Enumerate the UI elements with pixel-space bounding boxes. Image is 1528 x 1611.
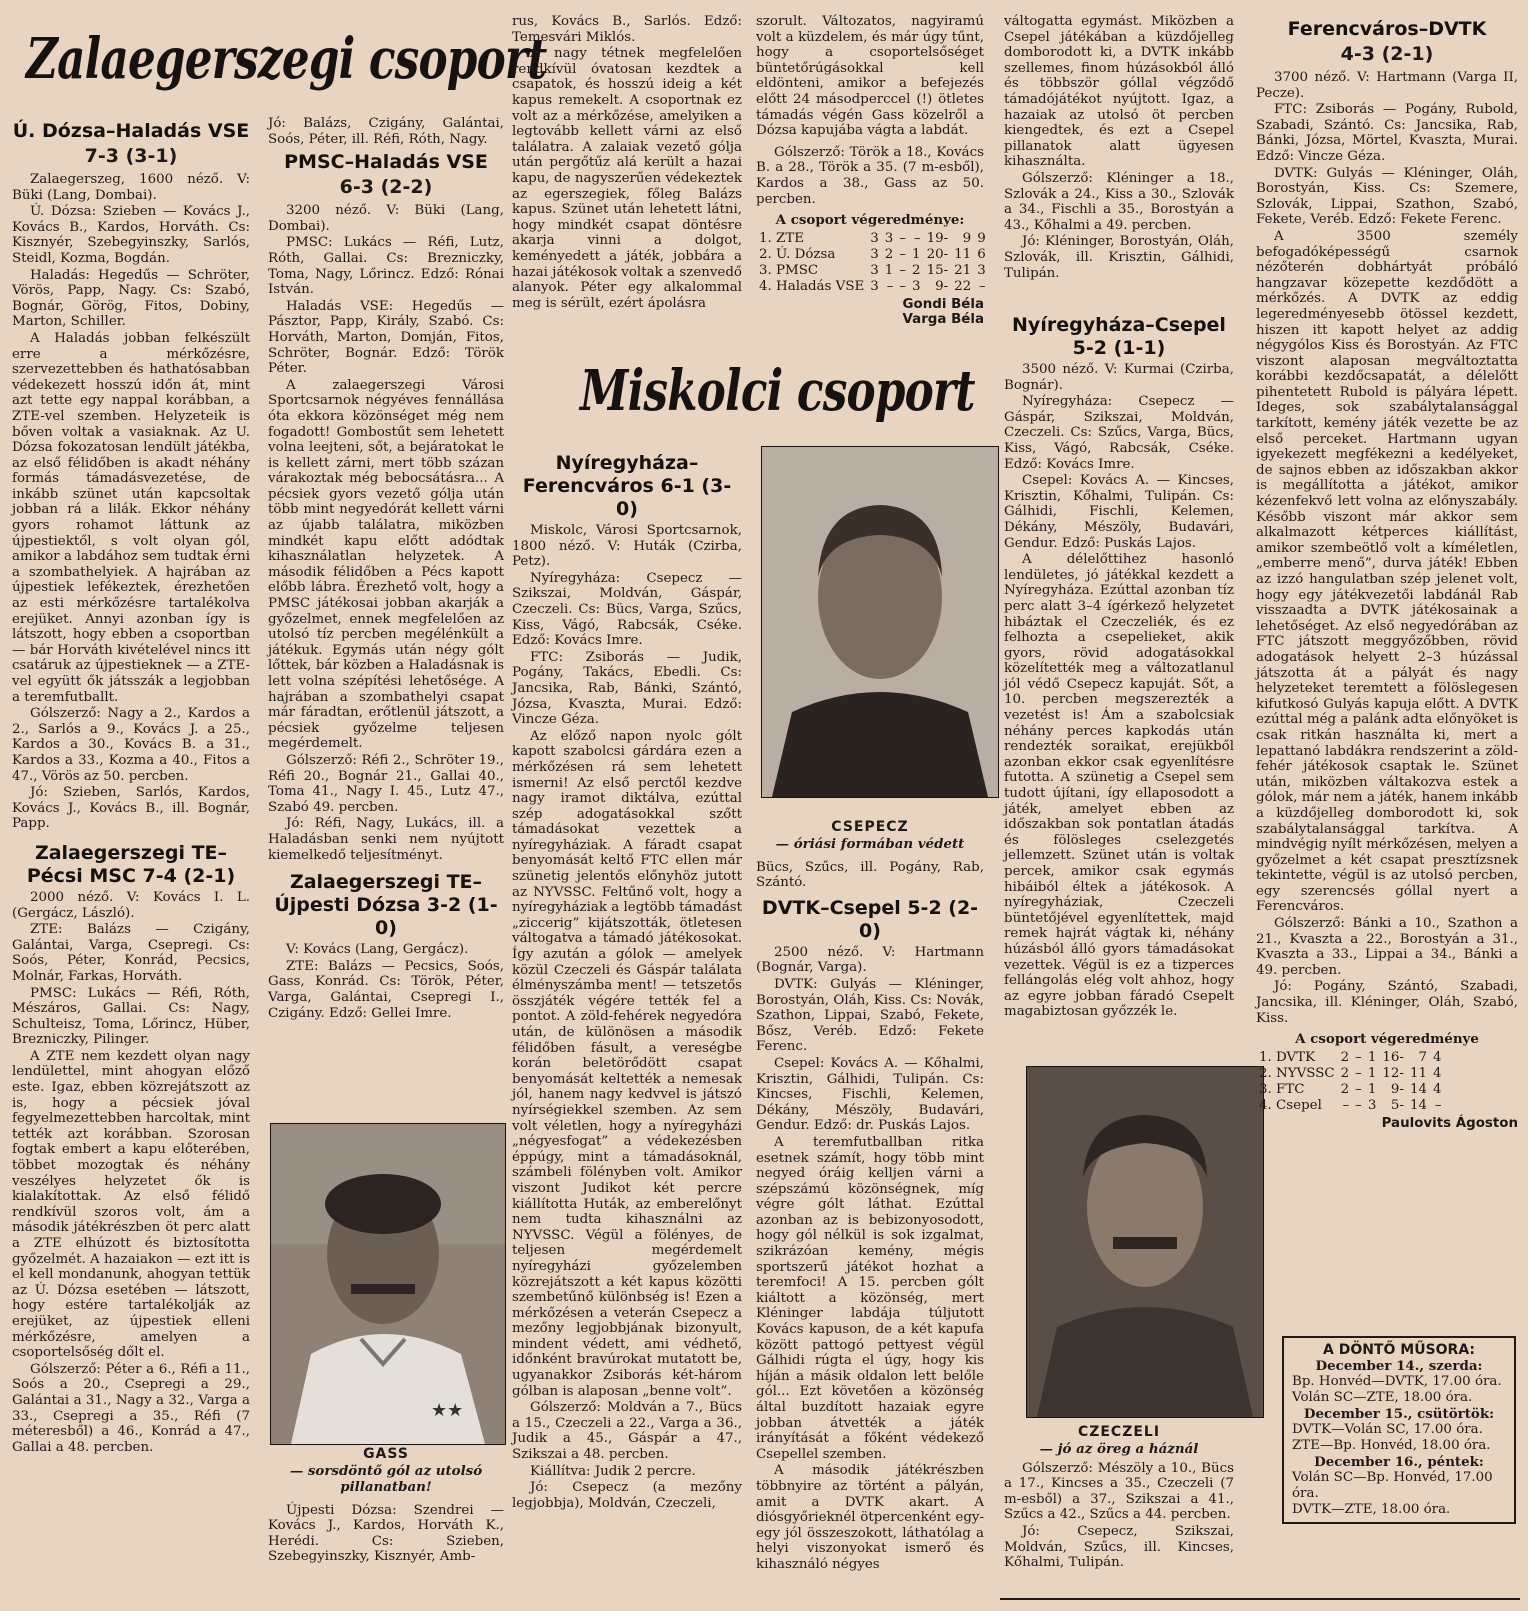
article-paragraph: 2500 néző. V: Hartmann (Bognár, Varga).: [756, 944, 984, 976]
miskolc-group-banner: Miskolci csoport: [580, 358, 975, 424]
article-paragraph: Miskolc, Városi Sportcsarnok, 1800 néző. V: Huták (Czirba, Petz).: [512, 523, 742, 570]
match-title: Ú. Dózsa–Haladás VSE: [12, 120, 250, 142]
photo-gass: [270, 1123, 506, 1445]
standings-cell: 3. FTC: [1259, 1081, 1305, 1097]
article-paragraph: Ú. Dózsa: Szieben — Kovács J., Kovács B., Kardos, Horváth. Cs: Kisznyér, Szebegyinszky, Sarlós, Steidl, Kozma, Bogdán.: [12, 204, 250, 266]
standings-cell: –: [886, 278, 894, 294]
schedule-fixture: Bp. Honvéd—DVTK, 17.00 óra.: [1292, 1374, 1502, 1389]
photo-czeczeli: [1026, 1066, 1264, 1418]
match-title: PMSC–Haladás VSE: [284, 151, 488, 174]
author-signature: Paulovits Ágoston: [1381, 1115, 1518, 1131]
article-paragraph: A nagy tétnek megfelelően rendkívül óvatosan kezdtek a csapatok, és hosszú ideig a két kapus remekelt. A csoportnak ez volt az a mérkőzése, amelyiken a legtovább kellett várni az első találatra. A zalaiak vezető gólja után pergőtűz alá került a hazai kapu, de nagyszerűen védekeztek az egerszegiek, főleg Balázs kapus. Szünet után lehetett látni, hogy mindkét csapat döntésre akarja vinni a dolgot, keményedett a játék, jobbára a hazai játékosok voltak a szenvedő alanyok. Péter egy alkalommal meg is sérült, ezért ápolásra: [512, 46, 742, 311]
match-score: 4-3 (2-1): [1340, 43, 1434, 65]
standings-cell: 4: [1433, 1065, 1442, 1081]
standings-cell: 1. ZTE: [759, 230, 805, 246]
article-paragraph: rus, Kovács B., Sarlós. Edző: Temesvári Miklós.: [512, 14, 742, 45]
standings-cell: 15-: [926, 262, 949, 278]
article-paragraph: Haladás VSE: Hegedűs — Pásztor, Papp, Király, Szabó. Cs: Horváth, Marton, Domján, Fitos, Schröter, Bognár. Edző: Török Péter.: [268, 298, 504, 377]
article-paragraph: ZTE: Balázs — Pecsics, Soós, Gass, Konrád. Cs: Török, Péter, Varga, Galántai, Csepregi I., Czigány. Edző: Gellei Imre.: [268, 958, 504, 1021]
standings-title: A csoport végeredménye:: [775, 212, 965, 229]
zala-group-banner: Zalaegerszegi csoport: [26, 26, 547, 92]
standings-cell: –: [1342, 1097, 1350, 1113]
standings-row: [756, 263, 989, 279]
column-1: [12, 116, 250, 1456]
player-portrait-image: [1027, 1067, 1263, 1417]
standings-cell: 2: [1340, 1049, 1350, 1065]
standings-cell: 3: [977, 262, 986, 278]
standings-cell: 1: [912, 246, 921, 262]
standings-cell: 3: [884, 230, 894, 246]
match-title: Nyíregyháza–Ferencváros 6-1 (3-0): [522, 452, 732, 520]
match-title: Zalaegerszegi TE–Pécsi MSC 7-4 (2-1): [26, 841, 236, 887]
standings-cell: –: [979, 278, 986, 294]
standings-cell: –: [899, 262, 907, 278]
standings-cell: 2: [884, 246, 894, 262]
article-paragraph: A 3500 személy befogadóképességű csarnok nézőterén dobhártyát próbáló hangzavar közepette kezdődött a mérkőzés. A DVTK az eddig legeredményesebb ötössel kezdett, hiszen itt kapott helyet az addig négygólos Kiss és Borostyán. Az FTC viszont alaposan megváltoztatta korábbi kezdőcsapatát, a délelőtt pihentetett Rubold is pályára lépett. Ideges, sok szabálytalansággal tarkított, kemény játék vezette be az első perceket. Hartmann ugyan igyekezett megfékezni a kedélyeket, de sajnos ebben az időszakban akkor is megállította a játékot, amikor kézenfekvő lett volna az előnyszabály. Később viszont már akkor sem alkalmazott kétperces kiállítást, amikor szembeötlő volt a kíméletlen, „emberre menő”, durva játék! Ebben az izzó hangulatban szép jelenet volt, hogy egy játékvezetői labdánál Rab visszaadta a DVTK játékosainak a lehetőséget. Az első negyedórában az FTC játszott meggyőzőbben, rövid adogatások helyett 2–3 húzással játszotta át a pályát és nagy helyzeteket teremtett a fölöslegesen kifutkosó Gulyás kapuja előtt. A DVTK ezúttal még a palánk adta előnyöket is csak ritkán használta ki, mert a lepattanó labdákra rendszerint a zöld-fehér játékosok csaptak le. Szünet után, miközben váltakozva estek a gólok, már nem a játék, hanem inkább a küzdőjelleg domborodott ki, sok szabálytalansággal tarkítva. A mindvégig nyílt mérkőzésen, melyen a győzelmet a két csapat presztízsnek tekintette, végül is az utolsó percben, egy szerencsés góllal nyert a Ferencváros.: [1256, 228, 1518, 915]
standings-cell: 6: [977, 246, 986, 262]
standings-cell: 2: [1340, 1065, 1350, 1081]
standings-row: [1256, 1050, 1445, 1066]
column-5-bottom: [1004, 1425, 1234, 1572]
schedule-list: [1292, 1358, 1506, 1518]
player-portrait-image: [271, 1124, 505, 1444]
standings-cell: 14: [1409, 1081, 1428, 1097]
article-paragraph: Az előző napon nyolc gólt kapott szabolcsi gárdára ezen a mérkőzésen rá sem lehetett ismerni! Az első perctől kezdve nagy iramot diktálva, ezúttal szép adogatásokkal szőtt támadásokat vezettek a nyíregyháziak. A fáradt csapat benyomását keltő FTC ellen már szünetig jelentős előnyhöz jutott az NYVSSC. Feltűnő volt, hogy a nyíregyháziak a legtöbb támadást „ziccerig” kijátszották, ötletesen váltogatva a támadó játékosokat. Így azután a gólok — amelyek közül Czeczeli és Gáspár találata élményszámba ment! — tetszetős összjáték végére tették fel a pontot. A zöld-fehérek negyedóra után, de különösen a második félidőben fásult, a vereségbe korán beletörődött csapat benyomását keltették a nemesak jól, hanem nagy kedvvel is játszó nyírségiekkel szemben. Az sem volt véletlen, hogy a nyíregyházi „négyesfogat” a védekezésben éppúgy, mint a támadásoknál, számbeli fölényben volt. Amikor viszont Judikot két percre kiállította Huták, az emberelőnyt nem tudta kihasználni az NYVSSC. Végül a fölényes, de teljesen megérdemelt nyíregyházi győzelemben közrejátszott a két kapus közötti szembetűnő különbség is! Ezen a mérkőzésen a veterán Csepecz a mezőny legjobbjának bizonyult, mindent védett, ami védhető, időnként bravúrokat mutatott be, ugyanakkor Zsiborás két-három gólban is alaposan „benne volt”.: [512, 728, 742, 1399]
standings-cell: 2. Ú. Dózsa: [759, 246, 836, 262]
photo-caption-text: — sorsdöntő gól az utolsó pillanatban!: [289, 1462, 483, 1495]
standings-cell: 9: [962, 230, 972, 246]
article-paragraph: Gólszerző: Kléninger a 18., Szlovák a 24., Kiss a 30., Szlovák a 34., Fischli a 35., Borostyán a 43., Kőhalmi a 49. percben.: [1004, 170, 1234, 233]
standings-table: [1256, 1050, 1445, 1114]
column-4-miskolc: [756, 820, 984, 1574]
article-paragraph: Csepel: Kovács A. — Kincses, Krisztin, Kőhalmi, Tulipán. Cs: Gálhidi, Fischli, Kelemen, Dékány, Mészöly, Budavári, Gendur. Edző: Puskás Lajos.: [1004, 473, 1234, 551]
standings-cell: 22: [954, 278, 972, 294]
standings-cell: 3: [870, 230, 879, 246]
article-paragraph: Zalaegerszeg, 1600 néző. V: Büki (Lang, Dombai).: [12, 172, 250, 203]
standings-cell: 14: [1409, 1097, 1428, 1113]
standings-cell: 9-: [1390, 1081, 1404, 1097]
article-paragraph: váltogatta egymást. Miközben a Csepel játékában a küzdőjelleg domborodott ki, a DVTK inkább szellemes, finom húzásokból álló és többször góllal végződő támadójátékot nyújtott. Igaz, a hazaiak az utolsó öt percben kiengedtek, és ezt a Csepel pillanatok alatt ügyesen kihasználta.: [1004, 14, 1234, 170]
column-4-top: [756, 14, 984, 328]
article-paragraph: Haladás: Hegedűs — Schröter, Vörös, Papp, Nagy. Cs: Szabó, Bognár, Görög, Fitos, Dobiny, Marton, Schiller.: [12, 267, 250, 330]
article-paragraph: A délelőttihez hasonló lendületes, jó játékkal kezdett a Nyíregyháza. Ezúttal azonban tíz perc alatt 3–4 ígérkező helyzetet hibáztak el Czeczeliék, és ez felhozta a csepelieket, akik gyors, rövid adogatásokkal közelítették meg a változatlanul jól védő Csepecz kapuját. Sőt, a 10. percben megszerezték a vezetést is! Ám a szabolcsiak néhány perces kapkodás után rendezték soraikat, erejükből azonban ekkor csak egyenlítésre futotta. A szünetig a Csepel sem tudott újítani, így ellaposodott a játék, amelyet ebben az időszakban sok pontatlan átadás és fölösleges cselezgetés jellemzett. Szünet után is voltak percek, amikor csak egymás hibáiból éltek a játékosok. A nyíregyháziak, Czeczeli büntetőjével egyenlítettek, majd remek hajrát vágtak ki, néhány húzásból álló gyors támadásokat vezettek. Végül is ez a tizperces fellángolás elég volt ahhoz, hogy az egyre jobban fáradó Csepelt magabiztosan győzzék le.: [1004, 552, 1234, 1020]
standings-row: [756, 279, 989, 295]
article-paragraph: A ZTE nem kezdett olyan nagy lendülettel, mint ahogyan előző este. Igaz, ebben közrejátszott az is, hogy a pécsiek jóval fegyelmezettebben harcoltak, mint tették azt korábban. Szorosan fogtak embert a kapu előterében, többet mozogtak és néhány veszélyes helyzetet ők is kialakítottak. Az első félidő rendkívül szoros volt, ám a második játékrészben öt perc alatt a ZTE elhúzott és biztosította győzelmét. A hazaiakon — ezt itt is el kell mondanunk, ahogyan tettük az Ú. Dózsa esetében — látszott, hogy estére tartalékolják az erejüket, az újpestiek elleni mérkőzésre, amelyen a csoportelsőség dőlt el.: [12, 1048, 250, 1361]
article-paragraph: A zalaegerszegi Városi Sportcsarnok négyéves fennállása óta ekkora közönséget még nem fogadott! Gombostűt sem lehetett volna leejteni, sőt, a bejáratokat le is kellett zárni, mert több százan várakoztak még bebocsátásra... A pécsiek gyors vezető gólja után több mint negyedórát kellett várni az újabb találatra, miközben mindkét kapu előtt adódtak kihasználatlan helyzetek. A második félidőben a Pécs kapott előbb lábra. Érezhető volt, hogy a PMSC játékosai jobban akarják a győzelmet, ennek megfelelően az utolsó tíz percben megélénkült a játékuk. Egymás után négy gólt lőttek, bár közben a Haladásnak is lett volna szépítési lehetősége. A hajrában a szombathelyi csapat már fáradtan, erőtlenül játszott, a pécsiek győzelme teljesen megérdemelt.: [268, 377, 504, 752]
schedule-fixture: ZTE—Bp. Honvéd, 18.00 óra.: [1292, 1438, 1491, 1453]
player-portrait-image: [762, 447, 998, 797]
article-paragraph: PMSC: Lukács — Réfi, Lutz, Róth, Gallai. Cs: Brezniczky, Toma, Nagy, Lőrincz. Edző: Rónai István.: [268, 235, 504, 298]
article-paragraph: A második játékrészben többnyire az történt a pályán, amit a DVTK akart. A diósgyőrieknél ötpercenként egy-egy jól összeszokott, láthatólag a helyi viszonyokat ismerő és kihasználó négyes: [756, 1463, 984, 1572]
photo-caption-text: — jó az öreg a háznál: [1039, 1440, 1199, 1457]
standings-cell: 20-: [926, 246, 949, 262]
article-paragraph: A Haladás jobban felkészült erre a mérkőzésre, szervezettebben és hathatósabban védekezett hosszú időn át, mint azt tette egy nappal korábban, a ZTE-vel szemben. Helyzeteik is bőven voltak a vasiaknak. Az U. Dózsa fokozatosan lendült játékba, az első félidőben is akadt néhány formás támadásvezetése, de inkább szünet után kapcsoltak jobban rá a lilák. Ekkor néhány gyors rohamot láttunk az újpestiektől, s volt olyan gól, amikor a labdához sem tudtak érni a szombathelyiek. A hajrában az újpestiek lefékeztek, érezhetően az esti mérkőzésre tartalékolva erejüket. Annyi azonban így is látszott, hogy ebben a csoportban — bár Horváth kivételével nincs itt csatáruk az újpestieknek — a ZTE-vel együtt ők játsszák a legjobban a teremfutballt.: [12, 330, 250, 705]
column-3-miskolc: [512, 448, 742, 1512]
standings-cell: –: [899, 230, 907, 246]
schedule-title: A DÖNTŐ MŰSORA:: [1322, 1342, 1476, 1358]
schedule-fixture: Volán SC—ZTE, 18.00 óra.: [1292, 1390, 1473, 1405]
article-paragraph: Gólszerző: Nagy a 2., Kardos a 2., Sarlós a 9., Kovács J. a 25., Kardos a 30., Kovács B. a 31., Kardos a 33., Kozma a 40., Fitos a 47., Vörös az 50. percben.: [12, 706, 250, 784]
author-signature: Gondi Béla: [902, 296, 984, 312]
photo-caption-name: CZECZELI: [1077, 1424, 1161, 1440]
schedule-day: December 16., péntek:: [1314, 1454, 1484, 1470]
svg-text:★★: ★★: [431, 1400, 464, 1421]
match-title: Ferencváros–DVTK: [1287, 18, 1487, 40]
standings-cell: 16-: [1382, 1049, 1404, 1065]
standings-cell: 9: [977, 230, 986, 246]
standings-title: A csoport végeredménye: [1295, 1031, 1479, 1048]
standings-cell: 3. PMSC: [759, 262, 819, 278]
article-paragraph: 3500 néző. V: Kurmai (Czirba, Bognár).: [1004, 362, 1234, 393]
author-signature: Varga Béla: [902, 312, 984, 328]
standings-cell: 1: [1367, 1049, 1377, 1065]
column-5-miskolc: [1004, 310, 1234, 1021]
article-paragraph: 2000 néző. V: Kovács I. L. (Gergácz, László).: [12, 889, 250, 921]
match-score: 7-3 (3-1): [84, 145, 178, 167]
standings-cell: –: [1434, 1097, 1442, 1113]
standings-cell: 1: [1367, 1065, 1377, 1081]
standings-cell: 4. Csepel: [1259, 1097, 1322, 1113]
standings-table: [756, 231, 989, 295]
article-paragraph: Jó: Csepecz (a mezőny legjobbja), Moldván, Czeczeli,: [512, 1480, 742, 1511]
column-3-top: [512, 14, 742, 312]
standings-cell: 11: [954, 246, 972, 262]
standings-cell: 2: [912, 262, 921, 278]
standings-cell: 3: [870, 262, 879, 278]
schedule-day: December 14., szerda:: [1315, 1358, 1483, 1374]
standings-cell: –: [899, 246, 907, 262]
match-title: DVTK–Csepel 5-2 (2-0): [761, 896, 979, 942]
article-paragraph: PMSC: Lukács — Réfi, Róth, Mészáros, Gallai. Cs: Nagy, Schulteisz, Toma, Lőrincz, Hüber, Brezniczky, Pilinger.: [12, 985, 250, 1048]
standings-cell: 3: [1367, 1097, 1377, 1113]
article-paragraph: szorult. Változatos, nagyiramú volt a küzdelem, és már úgy tűnt, hogy a csoportelsőséget büntetőrúgásokkal kell eldönteni, amikor a befejezés előtt 24 másodperccel (!) ötletes támadás végén Gass közelről a Dózsa kapujába vágta a labdát.: [756, 14, 984, 139]
photo-csepecz: [761, 446, 999, 798]
bottom-divider: [1000, 1598, 1520, 1600]
standings-cell: 4. Haladás VSE: [759, 278, 865, 294]
article-paragraph: Jó: Kléninger, Borostyán, Oláh, Szlovák, ill. Krisztin, Gálhidi, Tulipán.: [1004, 234, 1234, 281]
standings-row: [756, 231, 989, 247]
article-paragraph: 3200 néző. V: Büki (Lang, Dombai).: [268, 203, 504, 234]
article-paragraph: Jó: Szieben, Sarlós, Kardos, Kovács J., Kovács B., ill. Bognár, Papp.: [12, 785, 250, 832]
photo-caption-name: CSEPECZ: [831, 819, 909, 835]
standings-cell: 3: [870, 278, 879, 294]
article-paragraph: 3700 néző. V: Hartmann (Varga II, Pecze).: [1256, 70, 1518, 101]
standings-cell: 11: [1409, 1065, 1428, 1081]
standings-cell: –: [1355, 1049, 1362, 1065]
article-paragraph: Gólszerző: Péter a 6., Réfi a 11., Soós a 20., Csepregi a 29., Galántai a 31., Nagy a 32., Varga a 33., Csepregi a 35., Réfi (7 méteresből) a 46., Konrád a 47., Gallai a 48. percben.: [12, 1361, 250, 1455]
article-paragraph: Bücs, Szűcs, ill. Pogány, Rab, Szántó.: [756, 859, 984, 891]
standings-row: [1256, 1082, 1445, 1098]
standings-cell: –: [913, 230, 921, 246]
article-paragraph: Jó: Réfi, Nagy, Lukács, ill. a Haladásban senki nem nyújtott kiemelkedő teljesítményt.: [268, 816, 504, 863]
standings-cell: 1: [1367, 1081, 1377, 1097]
article-paragraph: Nyíregyháza: Csepecz — Szikszai, Moldván, Gáspár, Czeczeli. Cs: Bücs, Varga, Szűcs, Kiss, Vágó, Rabcsák, Cséke. Edző: Kovács Imre.: [512, 570, 742, 649]
column-2: [268, 116, 504, 1022]
standings-cell: 4: [1433, 1081, 1442, 1097]
column-6: [1256, 14, 1518, 1131]
standings-cell: 1: [884, 262, 894, 278]
standings-row: [756, 247, 989, 263]
schedule-fixture: Volán SC—Bp. Honvéd, 17.00 óra.: [1292, 1470, 1493, 1501]
column-2-bottom: [268, 1447, 504, 1566]
standings-row: [1256, 1066, 1445, 1082]
article-paragraph: Gólszerző: Bánki a 10., Szathon a 21., Kvaszta a 22., Borostyán a 31., Kvaszta a 33., Lippai a 34., Bánki a 49. percben.: [1256, 916, 1518, 978]
article-paragraph: Újpesti Dózsa: Szendrei — Kovács J., Kardos, Horváth K., Herédi. Cs: Szieben, Szebegyinszky, Kisznyér, Amb-: [268, 1502, 504, 1565]
article-paragraph: Jó: Balázs, Czigány, Galántai, Soós, Péter, ill. Réfi, Róth, Nagy.: [268, 116, 504, 147]
standings-cell: 5-: [1390, 1097, 1404, 1113]
standings-cell: 7: [1418, 1049, 1428, 1065]
standings-cell: 12-: [1382, 1065, 1404, 1081]
article-paragraph: Kiállítva: Judik 2 percre.: [530, 1463, 696, 1479]
article-paragraph: Gólszerző: Réfi 2., Schröter 19., Réfi 20., Bognár 21., Gallai 40., Toma 41., Nagy I. 45., Lutz 47., Szabó 49. percben.: [268, 752, 504, 815]
photo-caption-text: — óriási formában védett: [775, 835, 965, 852]
standings-cell: 2: [1340, 1081, 1350, 1097]
article-paragraph: Gólszerző: Mészöly a 10., Bücs a 17., Kincses a 35., Czeczeli (7 m-esből) a 37., Szikszai a 41., Szűcs a 42., Szűcs a 44. percben.: [1004, 1460, 1234, 1523]
match-score: 6-3 (2-2): [339, 176, 433, 199]
standings-cell: 9-: [935, 278, 949, 294]
match-title: Zalaegerszegi TE–Újpesti Dózsa 3-2 (1-0): [274, 871, 498, 940]
standings-cell: –: [899, 278, 907, 294]
article-paragraph: FTC: Zsiborás — Pogány, Rubold, Szabadi, Szántó. Cs: Jancsika, Rab, Bánki, Józsa, Mörtel, Kvaszta, Murai. Edző: Vincze Géza.: [1256, 102, 1518, 164]
article-paragraph: Jó: Csepecz, Szikszai, Moldván, Szűcs, ill. Kincses, Kőhalmi, Tulipán.: [1004, 1523, 1234, 1571]
article-paragraph: Csepel: Kovács A. — Kőhalmi, Krisztin, Gálhidi, Tulipán. Cs: Kincses, Fischli, Kelemen, Dékány, Mészöly, Budavári, Gendur. Edző: dr. Puskás Lajos.: [756, 1055, 984, 1134]
article-paragraph: DVTK: Gulyás — Kléninger, Borostyán, Oláh, Kiss. Cs: Novák, Szathon, Lippai, Szabó, Fekete, Bősz, Veréb. Edző: Fekete Ferenc.: [756, 976, 984, 1055]
schedule-day: December 15., csütörtök:: [1303, 1406, 1495, 1422]
photo-caption-name: GASS: [363, 1446, 409, 1462]
schedule-fixture: DVTK—Volán SC, 17.00 óra.: [1292, 1422, 1483, 1437]
article-paragraph: ZTE: Balázs — Czigány, Galántai, Varga, Csepregi. Cs: Soós, Péter, Konrád, Pecsics, Molnár, Farkas, Horváth.: [12, 922, 250, 984]
standings-cell: –: [1355, 1097, 1362, 1113]
standings-cell: –: [1355, 1081, 1362, 1097]
final-schedule-box: [1282, 1336, 1516, 1524]
standings-cell: 2. NYVSSC: [1259, 1065, 1335, 1081]
article-paragraph: A teremfutballban ritka esetnek számít, hogy több mint negyed óráig kelljen várni a szépszámú közönségnek, míg végre gólt láthat. Ezúttal azonban az is bebizonyosodott, hogy gól nélkül is sok izgalmat, szikrázóan kemény, mégis sportszerű játékot hozhat a teremfoci! A 15. percben gólt kiáltott a közönség, mert Kléninger labdája túljutott Kovács kapuson, de a két kapufa között pattogó pettyest végül Gálhidi rúgta el úgy, hogy kis híján a másik oldalon lett belőle gól... Ezt követően a közönség által buzdított hazaiak egyre jobban átvették a játék irányítását a főként védekező Csepellel szemben.: [756, 1134, 984, 1462]
standings-cell: 1. DVTK: [1259, 1049, 1316, 1065]
standings-cell: 3: [870, 246, 879, 262]
schedule-fixture: DVTK—ZTE, 18.00 óra.: [1292, 1502, 1451, 1517]
article-paragraph: DVTK: Gulyás — Kléninger, Oláh, Borostyán, Kiss. Cs: Szemere, Szlovák, Lippai, Szathon, Szabó, Fekete, Veréb. Edző: Fekete Ferenc.: [1256, 165, 1518, 228]
article-paragraph: Jó: Pogány, Szántó, Szabadi, Jancsika, ill. Kléninger, Oláh, Szabó, Kiss.: [1256, 979, 1518, 1026]
standings-cell: –: [1355, 1065, 1362, 1081]
article-paragraph: Gólszerző: Moldván a 7., Bücs a 15., Czeczeli a 22., Varga a 36., Judik a 45., Gáspár a 47., Szikszai a 48. percben.: [512, 1400, 742, 1463]
standings-row: [1256, 1098, 1445, 1114]
standings-cell: 19-: [926, 230, 949, 246]
article-paragraph: V: Kovács (Lang, Gergácz).: [286, 942, 469, 958]
article-paragraph: Nyíregyháza: Csepecz — Gáspár, Szikszai, Moldván, Czeczeli. Cs: Szűcs, Varga, Bücs, Kiss, Vágó, Rabcsák, Cséke. Edző: Kovács Imre.: [1004, 394, 1234, 472]
standings-cell: 4: [1433, 1049, 1442, 1065]
article-paragraph: FTC: Zsiborás — Judik, Pogány, Takács, Ebedli. Cs: Jancsika, Rab, Bánki, Szántó, Józsa, Kvaszta, Murai. Edző: Vincze Géza.: [512, 649, 742, 728]
standings-cell: 3: [912, 278, 921, 294]
match-title: Nyíregyháza–Csepel 5-2 (1-1): [1012, 314, 1226, 359]
article-paragraph: Gólszerző: Török a 18., Kovács B. a 28., Török a 35. (7 m-esből), Kardos a 38., Gass az 50. percben.: [756, 144, 984, 207]
standings-cell: 21: [954, 262, 972, 278]
column-5-top: [1004, 14, 1234, 282]
